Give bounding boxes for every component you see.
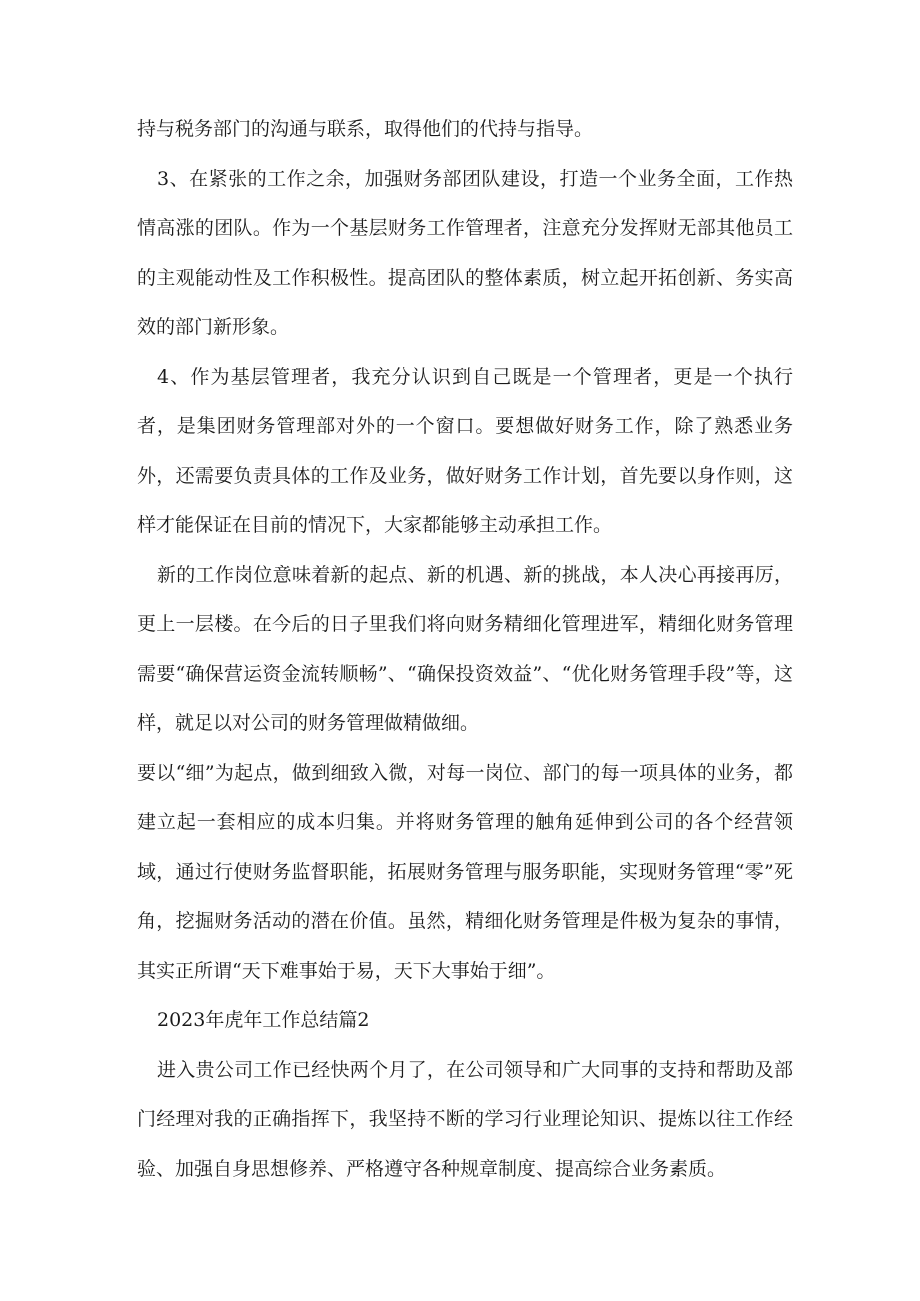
paragraph-3: 4、作为基层管理者，我充分认识到自己既是一个管理者，更是一个执行者，是集团财务管理部对外的一个窗口。要想做好财务工作，除了熟悉业务外，还需要负责具体的工作及业务，做好财务工作计划，首先要以身作则，这样才能保证在目前的情况下，大家都能够主动承担工作。	[137, 365, 793, 536]
paragraph-6: 进入贵公司工作已经快两个月了，在公司领导和广大同事的支持和帮助及部门经理对我的正确指挥下，我坚持不断的学习行业理论知识、提炼以往工作经验、加强自身思想修养、严格遵守各种规章制度、提高综合业务素质。	[137, 1058, 793, 1180]
section-heading: 2023年虎年工作总结篇2	[157, 1009, 370, 1031]
paragraph-2: 3、在紧张的工作之余，加强财务部团队建设，打造一个业务全面，工作热情高涨的团队。作为一个基层财务工作管理者，注意充分发挥财无部其他员工的主观能动性及工作积极性。提高团队的整体素质，树立起开拓创新、务实高效的部门新形象。	[137, 167, 793, 338]
paragraph-4: 新的工作岗位意味着新的起点、新的机遇、新的挑战，本人决心再接再厉，更上一层楼。在今后的日子里我们将向财务精细化管理进军，精细化财务管理需要“确保营运资金流转顺畅”、“确保投资效益”、“优化财务管理手段”等，这样，就足以对公司的财务管理做精做细。	[137, 563, 793, 734]
paragraph-5: 要以“细”为起点，做到细致入微，对每一岗位、部门的每一项具体的业务，都建立起一套相应的成本归集。并将财务管理的触角延伸到公司的各个经营领域，通过行使财务监督职能，拓展财务管理与服务职能，实现财务管理“零”死角，挖掘财务活动的潜在价值。虽然，精细化财务管理是件极为复杂的事情，其实正所谓“天下难事始于易，天下大事始于细”。	[137, 761, 793, 982]
document-body	[137, 105, 793, 1194]
paragraph-1: 持与税务部门的沟通与联系，取得他们的代持与指导。	[137, 118, 594, 140]
